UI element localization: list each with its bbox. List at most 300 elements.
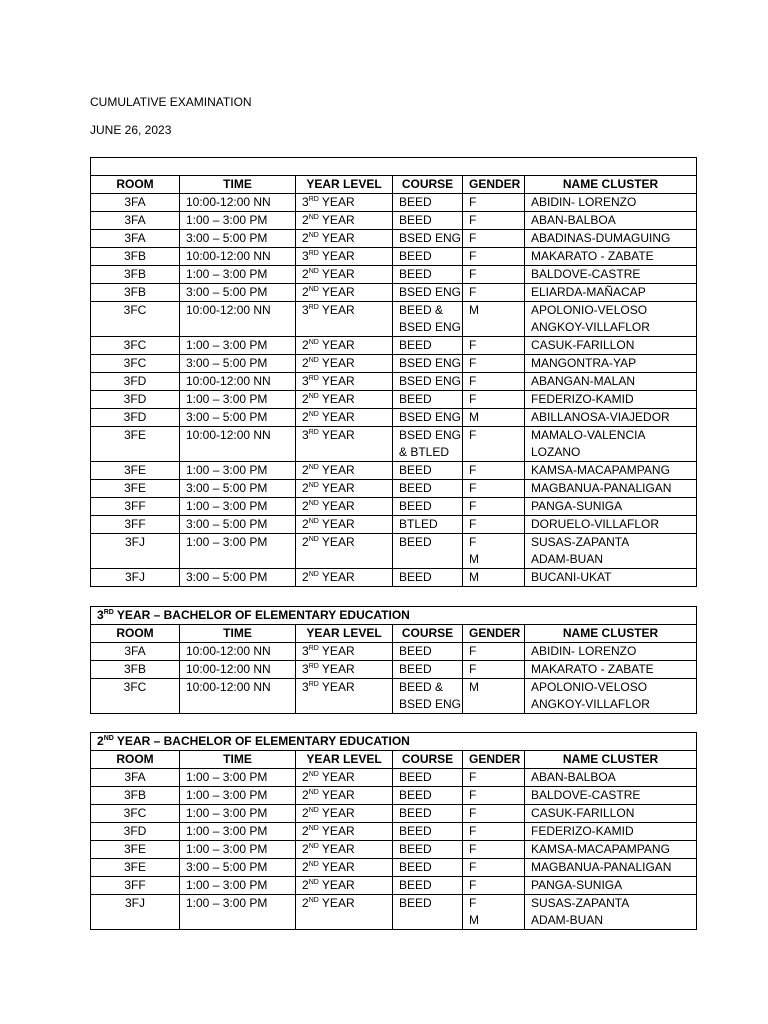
table-title-row [91,607,697,625]
name-cluster-cell [525,895,697,930]
gender-cell [463,859,525,877]
name-line: BALDOVE-CASTRE [531,788,641,802]
course-cell [393,859,463,877]
name-cluster-cell [525,427,697,462]
time-cell: 10:00-12:00 NN [180,643,296,661]
gender-line: F [469,770,477,784]
year-level-cell: 3RD YEAR [296,194,393,212]
name-cluster-cell [525,534,697,569]
table-header-row [91,625,697,643]
gender-cell [463,661,525,679]
gender-line: F [469,788,477,802]
gender-cell [463,373,525,391]
gender-line: F [469,662,477,676]
year-level-cell: 2ND YEAR [296,355,393,373]
course-cell [393,643,463,661]
table-row [91,679,697,714]
gender-line: F [469,285,477,299]
time-cell: 1:00 – 3:00 PM [180,895,296,930]
gender-line: F [469,481,477,495]
table-row [91,194,697,212]
course-cell [393,498,463,516]
year-superscript: ND [308,807,319,814]
table-row [91,877,697,895]
gender-line: F [469,824,477,838]
document-title: CUMULATIVE EXAMINATION [90,95,252,109]
name-cluster-cell [525,212,697,230]
year-superscript: ND [308,536,319,543]
table-body [91,158,697,587]
gender-line: M [469,303,479,317]
year-superscript: RD [308,304,319,311]
year-level-cell: 2ND YEAR [296,569,393,587]
name-line: ABIDIN- LORENZO [531,195,637,209]
name-line: MAKARATO - ZABATE [531,249,654,263]
schedule-table-2nd-year-beed [90,732,697,930]
year-superscript: ND [308,500,319,507]
year-level-cell: 3RD YEAR [296,661,393,679]
column-header: ROOM [91,751,180,769]
room-cell: 3FJ [91,569,180,587]
name-line: ABIDIN- LORENZO [531,644,637,658]
year-superscript: ND [308,861,319,868]
time-cell: 10:00-12:00 NN [180,248,296,266]
name-cluster-cell [525,302,697,337]
course-line: BEED [399,842,432,856]
name-line: ANGKOY-VILLAFLOR [531,697,650,711]
time-cell: 1:00 – 3:00 PM [180,337,296,355]
document-date: JUNE 26, 2023 [90,123,172,137]
course-line: BSED ENG [399,428,462,442]
gender-cell [463,498,525,516]
title-superscript: ND [103,735,114,742]
table-title-row [91,733,697,751]
year-level-cell: 2ND YEAR [296,823,393,841]
name-line: PANGA-SUNIGA [531,499,623,513]
name-line: MAMALO-VALENCIA [531,428,646,442]
year-level-cell: 3RD YEAR [296,679,393,714]
course-line: BSED ENG [399,697,462,711]
gender-cell [463,194,525,212]
year-level-cell: 2ND YEAR [296,409,393,427]
room-cell: 3FE [91,462,180,480]
gender-cell [463,895,525,930]
time-cell: 1:00 – 3:00 PM [180,212,296,230]
room-cell: 3FD [91,391,180,409]
course-line: BEED [399,249,432,263]
year-superscript: RD [308,375,319,382]
room-cell: 3FC [91,679,180,714]
time-cell: 10:00-12:00 NN [180,194,296,212]
name-line: ABAN-BALBOA [531,770,616,784]
table-row [91,355,697,373]
room-cell: 3FJ [91,534,180,569]
room-cell: 3FE [91,841,180,859]
room-cell: 3FC [91,302,180,337]
gender-line: M [469,570,479,584]
name-line: MAGBANUA-PANALIGAN [531,860,672,874]
room-cell: 3FD [91,409,180,427]
year-level-cell: 2ND YEAR [296,284,393,302]
room-cell: 3FA [91,643,180,661]
column-header: TIME [180,625,296,643]
course-line: BEED [399,644,432,658]
year-superscript: ND [308,214,319,221]
course-line: BTLED [399,517,438,531]
year-level-cell: 2ND YEAR [296,337,393,355]
gender-cell [463,409,525,427]
name-cluster-cell [525,569,697,587]
year-superscript: ND [308,286,319,293]
room-cell: 3FD [91,373,180,391]
time-cell: 3:00 – 5:00 PM [180,569,296,587]
year-level-cell: 2ND YEAR [296,895,393,930]
schedule-table-all [90,157,697,587]
room-cell: 3FB [91,787,180,805]
year-superscript: ND [308,771,319,778]
name-line: BUCANI-UKAT [531,570,612,584]
room-cell: 3FD [91,823,180,841]
time-cell: 3:00 – 5:00 PM [180,230,296,248]
year-level-cell: 2ND YEAR [296,787,393,805]
name-cluster-cell [525,355,697,373]
column-header: TIME [180,751,296,769]
room-cell: 3FB [91,266,180,284]
column-header: GENDER [463,751,525,769]
year-level-cell: 2ND YEAR [296,534,393,569]
course-cell [393,230,463,248]
table-title: 2ND YEAR – BACHELOR OF ELEMENTARY EDUCATION [91,733,697,751]
year-superscript: ND [308,411,319,418]
year-superscript: RD [308,681,319,688]
gender-cell [463,534,525,569]
year-superscript: ND [308,393,319,400]
gender-cell [463,212,525,230]
course-line: BEED [399,392,432,406]
name-line: MAKARATO - ZABATE [531,662,654,676]
name-line: LOZANO [531,445,581,459]
course-line: BEED [399,481,432,495]
name-line: ABILLANOSA-VIAJEDOR [531,410,670,424]
gender-line: F [469,392,477,406]
column-header: COURSE [393,625,463,643]
year-superscript: RD [308,250,319,257]
course-cell [393,284,463,302]
room-cell: 3FF [91,877,180,895]
name-cluster-cell [525,373,697,391]
year-level-cell: 3RD YEAR [296,643,393,661]
gender-line: F [469,267,477,281]
course-cell [393,355,463,373]
table-row [91,787,697,805]
gender-line: F [469,231,477,245]
name-cluster-cell [525,859,697,877]
course-line: BEED [399,267,432,281]
table-row [91,409,697,427]
course-line: BEED [399,463,432,477]
gender-line: F [469,499,477,513]
name-line: ADAM-BUAN [531,913,604,927]
gender-cell [463,787,525,805]
table-row [91,498,697,516]
table-row [91,534,697,569]
gender-cell [463,569,525,587]
table-row [91,823,697,841]
room-cell: 3FB [91,284,180,302]
table-title-row [91,158,697,176]
table-row [91,643,697,661]
name-cluster-cell [525,877,697,895]
name-line: PANGA-SUNIGA [531,878,623,892]
name-line: BALDOVE-CASTRE [531,267,641,281]
column-header: TIME [180,176,296,194]
year-superscript: ND [308,232,319,239]
table-row [91,302,697,337]
gender-cell [463,355,525,373]
gender-line: M [469,410,479,424]
name-cluster-cell [525,462,697,480]
gender-cell [463,391,525,409]
course-cell [393,462,463,480]
year-superscript: ND [308,339,319,346]
table-row [91,569,697,587]
table-row [91,284,697,302]
room-cell: 3FF [91,516,180,534]
table-row [91,661,697,679]
table-row [91,248,697,266]
name-line: APOLONIO-VELOSO [531,680,648,694]
course-line: BSED ENG [399,356,462,370]
column-header: ROOM [91,176,180,194]
time-cell: 3:00 – 5:00 PM [180,284,296,302]
time-cell: 10:00-12:00 NN [180,427,296,462]
gender-line: F [469,213,477,227]
course-cell [393,787,463,805]
column-header: GENDER [463,625,525,643]
column-header: COURSE [393,176,463,194]
table-row [91,427,697,462]
course-line: BEED & [399,303,444,317]
time-cell: 3:00 – 5:00 PM [180,480,296,498]
gender-line: F [469,644,477,658]
course-line: BEED [399,662,432,676]
time-cell: 1:00 – 3:00 PM [180,266,296,284]
year-level-cell: 2ND YEAR [296,266,393,284]
course-line: BSED ENG [399,410,462,424]
gender-cell [463,823,525,841]
course-cell [393,409,463,427]
name-cluster-cell [525,841,697,859]
column-header: COURSE [393,751,463,769]
room-cell: 3FB [91,248,180,266]
time-cell: 1:00 – 3:00 PM [180,787,296,805]
gender-cell [463,805,525,823]
name-cluster-cell [525,661,697,679]
name-line: KAMSA-MACAPAMPANG [531,842,670,856]
table-row [91,212,697,230]
time-cell: 1:00 – 3:00 PM [180,823,296,841]
table-row [91,516,697,534]
column-header: YEAR LEVEL [296,751,393,769]
year-superscript: RD [308,429,319,436]
name-line: FEDERIZO-KAMID [531,824,634,838]
room-cell: 3FJ [91,895,180,930]
gender-cell [463,877,525,895]
year-superscript: ND [308,357,319,364]
gender-line: F [469,806,477,820]
name-line: ANGKOY-VILLAFLOR [531,320,650,334]
course-line: BEED [399,499,432,513]
year-superscript: RD [308,663,319,670]
course-cell [393,337,463,355]
time-cell: 10:00-12:00 NN [180,679,296,714]
year-level-cell: 2ND YEAR [296,516,393,534]
time-cell: 1:00 – 3:00 PM [180,391,296,409]
course-cell [393,248,463,266]
year-level-cell: 2ND YEAR [296,462,393,480]
name-line: CASUK-FARILLON [531,806,635,820]
name-cluster-cell [525,643,697,661]
gender-cell [463,769,525,787]
table-row [91,266,697,284]
name-cluster-cell [525,391,697,409]
table-row [91,895,697,930]
year-superscript: ND [308,897,319,904]
course-line: BEED [399,788,432,802]
gender-cell [463,679,525,714]
year-level-cell: 2ND YEAR [296,391,393,409]
column-header: NAME CLUSTER [525,625,697,643]
column-header: GENDER [463,176,525,194]
name-line: FEDERIZO-KAMID [531,392,634,406]
table-row [91,841,697,859]
year-level-cell: 2ND YEAR [296,805,393,823]
year-superscript: ND [308,789,319,796]
name-cluster-cell [525,409,697,427]
room-cell: 3FA [91,230,180,248]
course-cell [393,194,463,212]
time-cell: 1:00 – 3:00 PM [180,805,296,823]
year-level-cell: 3RD YEAR [296,302,393,337]
gender-cell [463,284,525,302]
year-level-cell: 3RD YEAR [296,373,393,391]
course-cell [393,823,463,841]
time-cell: 3:00 – 5:00 PM [180,516,296,534]
gender-cell [463,337,525,355]
gender-cell [463,427,525,462]
course-line: BEED [399,878,432,892]
name-cluster-cell [525,194,697,212]
year-level-cell: 2ND YEAR [296,230,393,248]
gender-cell [463,516,525,534]
course-cell [393,569,463,587]
room-cell: 3FA [91,212,180,230]
year-level-cell: 2ND YEAR [296,480,393,498]
table-row [91,337,697,355]
year-level-cell: 2ND YEAR [296,769,393,787]
time-cell: 3:00 – 5:00 PM [180,859,296,877]
gender-line: M [469,913,479,927]
course-line: BEED [399,535,432,549]
room-cell: 3FF [91,498,180,516]
course-line: BEED [399,213,432,227]
course-line: & BTLED [399,445,450,459]
name-cluster-cell [525,787,697,805]
table-title: 3RD YEAR – BACHELOR OF ELEMENTARY EDUCATION [91,607,697,625]
gender-cell [463,266,525,284]
course-line: BSED ENG [399,231,462,245]
time-cell: 1:00 – 3:00 PM [180,534,296,569]
course-line: BEED [399,896,432,910]
course-cell [393,841,463,859]
name-line: ELIARDA-MAÑACAP [531,285,646,299]
course-cell [393,534,463,569]
name-line: ABANGAN-MALAN [531,374,636,388]
year-superscript: ND [308,482,319,489]
year-superscript: ND [308,825,319,832]
room-cell: 3FE [91,859,180,877]
course-cell [393,373,463,391]
gender-line: F [469,374,477,388]
course-cell [393,661,463,679]
time-cell: 10:00-12:00 NN [180,661,296,679]
column-header: ROOM [91,625,180,643]
gender-line: F [469,517,477,531]
room-cell: 3FA [91,769,180,787]
room-cell: 3FC [91,805,180,823]
course-line: BEED [399,570,432,584]
room-cell: 3FE [91,480,180,498]
course-line: BEED & [399,680,444,694]
time-cell: 1:00 – 3:00 PM [180,498,296,516]
gender-line: F [469,463,477,477]
year-superscript: ND [308,879,319,886]
name-cluster-cell [525,284,697,302]
gender-line: M [469,680,479,694]
gender-cell [463,643,525,661]
time-cell: 1:00 – 3:00 PM [180,769,296,787]
year-level-cell: 2ND YEAR [296,841,393,859]
column-header: NAME CLUSTER [525,751,697,769]
course-cell [393,302,463,337]
course-line: BSED ENG [399,374,462,388]
gender-cell [463,462,525,480]
room-cell: 3FB [91,661,180,679]
course-cell [393,895,463,930]
year-level-cell: 2ND YEAR [296,877,393,895]
table-header-row [91,176,697,194]
table-row [91,859,697,877]
name-line: ADAM-BUAN [531,552,604,566]
table-header-row [91,751,697,769]
gender-line: F [469,896,477,910]
table-row [91,769,697,787]
time-cell: 1:00 – 3:00 PM [180,877,296,895]
course-cell [393,679,463,714]
gender-cell [463,248,525,266]
name-line: ABAN-BALBOA [531,213,616,227]
gender-cell [463,230,525,248]
year-superscript: ND [308,571,319,578]
course-cell [393,516,463,534]
course-cell [393,769,463,787]
gender-line: M [469,552,479,566]
year-superscript: ND [308,268,319,275]
time-cell: 10:00-12:00 NN [180,373,296,391]
name-cluster-cell [525,498,697,516]
table-row [91,462,697,480]
time-cell: 1:00 – 3:00 PM [180,841,296,859]
